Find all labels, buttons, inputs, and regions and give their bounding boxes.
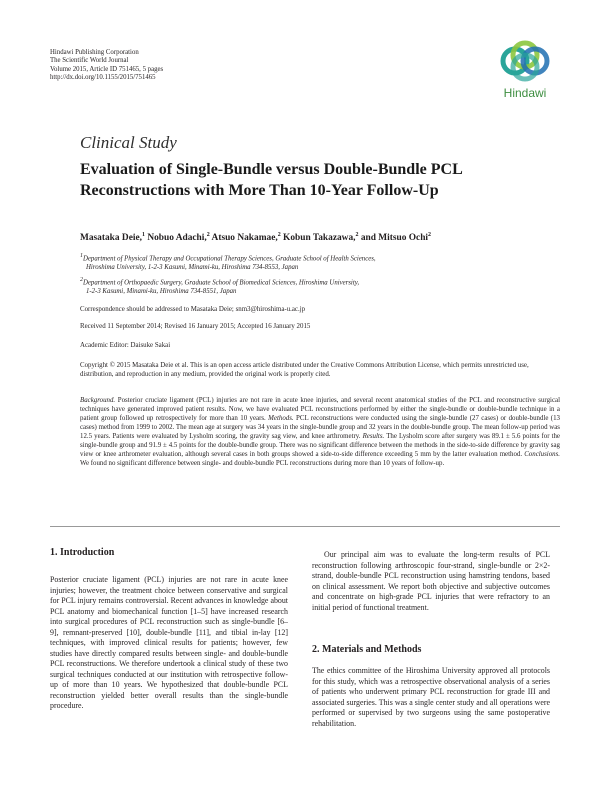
aim-paragraph: Our principal aim was to evaluate the long-term results of PCL reconstruction following arthroscopic four-strand, single-bundle or 2×2-strand, double-bundle PCL reconstruction using hamstring tendons, based on clinical assessment. We report both objective and subjective outcomes and concentrate on high-grade PCL injuries that were refractory to an initial period of functional treatment. — [312, 550, 550, 612]
article-type: Clinical Study — [80, 133, 177, 152]
author: Kobun Takazawa,$^2$ — [283, 232, 359, 244]
article-title: Evaluation of Single-Bundle versus Double-Bundle PCL Reconstructions with More Than 10-Year Follow-Up — [80, 161, 462, 199]
methods-text — [312, 666, 550, 729]
correspondence: Correspondence should be addressed to Masataka Deie; snm3@hiroshima-u.ac.jp — [80, 306, 306, 313]
affiliation-2: $^2$Department of Orthopaedic Surgery, Graduate School of Biomedical Sciences, Hiroshima University, 1-2-3 Kasumi, Minami-ku, Hiroshima 734-8551, Japan — [80, 277, 360, 295]
author: Nobuo Adachi,$^2$ — [147, 232, 210, 244]
aim-text — [312, 550, 550, 613]
hindawi-rings-icon — [494, 38, 556, 84]
journal-name: The Scientific World Journal — [50, 57, 129, 65]
abstract — [80, 396, 560, 468]
abstract-background: Posterior cruciate ligament (PCL) injuries are not rare in acute knee injuries, and several recent anatomical studies of the PCL and reconstructive surgical techniques have generated improved patient results. Now, we have evaluated PCL reconstructions performed by either the single-bundle or double-bundle technique in a patient group followed up retrospectively for more than 10 years. — [80, 397, 560, 423]
section-divider — [50, 526, 560, 527]
methods-paragraph: The ethics committee of the Hiroshima University approved all protocols for this study, which was a retrospective observational analysis of a series of patients who underwent primary PCL reconstruction for grade III and associated surgeries. This was a single center study and all operations were performed or supervised by two surgeons using the same postoperative rehabilitation. — [312, 666, 550, 728]
abstract-results: The Lysholm score after surgery was 89.1 ± 5.6 points for the single-bundle group and 91.9 ± 4.5 points for the double-bundle group. There was no significant difference between the methods in the side-to-side difference by gravity sag view or knee arthrometer evaluation, although several cases in both groups showed a side-to-side difference exceeding 5 mm by the latter evaluation method. — [80, 433, 560, 459]
introduction-text — [50, 575, 288, 712]
author: Masataka Deie,$^1$ — [80, 232, 145, 244]
intro-paragraph: Posterior cruciate ligament (PCL) injuries are not rare in acute knee injuries; however, the treatment choice between conservative and surgical for PCL injury remains controversial. Recent advances in knowledge about PCL anatomy and biomechanical function [1–5] have increased research into surgical procedures of PCL reconstruction such as single-bundle [6–9], remnant-preserved [10], double-bundle [11], and tibial in-lay [12] techniques, with improved clinical results for patients; however, few studies have directly compared results between single- and double-bundle PCL reconstructions. We therefore undertook a clinical study of these two surgical techniques conducted at our institution with retrospective follow-up of more than 10 years. We hypothesized that double-bundle PCL reconstruction yielded better overall results than the single-bundle procedure. — [50, 575, 288, 710]
abstract-conclusions-label: Conclusions. — [524, 451, 560, 459]
abstract-results-label: Results. — [362, 433, 385, 441]
academic-editor: Academic Editor: Daisuke Sakai — [80, 342, 171, 349]
volume-line: Volume 2015, Article ID 751465, 5 pages — [50, 65, 164, 73]
abstract-background-label: Background. — [80, 397, 116, 404]
author: and Mitsuo Ochi$^2$ — [360, 232, 432, 244]
abstract-methods: PCL reconstructions were conducted using the single-bundle (27 cases) or double-bundle (13 cases) method from 1999 to 2002. The mean age at surgery was 34 years in the single-bundle group and 32 years in the double-bundle group. The mean follow-up period was 12.5 years. Patients were evaluated by Lysholm scoring, the gravity sag view, and knee arthrometry. — [80, 415, 560, 441]
copyright-notice: Copyright © 2015 Masataka Deie et al. This is an open access article distributed under the Creative Commons Attribution License, which permits unrestricted use, distribution, and reproduction in any medium, provided the original work is properly cited. — [80, 362, 529, 378]
introduction-heading: 1. Introduction — [50, 547, 115, 558]
logo-text: Hindawi — [503, 86, 547, 100]
doi-link[interactable]: http://dx.doi.org/10.1155/2015/751465 — [50, 74, 156, 82]
author: Atsuo Nakamae,$^2$ — [211, 232, 281, 244]
methods-heading: 2. Materials and Methods — [312, 644, 422, 655]
hindawi-logo — [494, 38, 556, 100]
abstract-methods-label: Methods. — [268, 415, 294, 423]
journal-header — [50, 49, 163, 83]
affiliation-1: $^1$Department of Physical Therapy and Occupational Therapy Sciences, Graduate School of Health Sciences, Hiroshima University, 1-2-3 Kasumi, Minami-ku, Hiroshima 734-8553, Japan — [80, 253, 376, 271]
article-dates: Received 11 September 2014; Revised 16 January 2015; Accepted 16 January 2015 — [80, 323, 311, 330]
author-list — [80, 232, 431, 243]
publisher: Hindawi Publishing Corporation — [50, 49, 139, 56]
abstract-conclusions: We found no significant difference between single- and double-bundle PCL reconstructions during more than 10 years of follow-up. — [80, 460, 445, 468]
